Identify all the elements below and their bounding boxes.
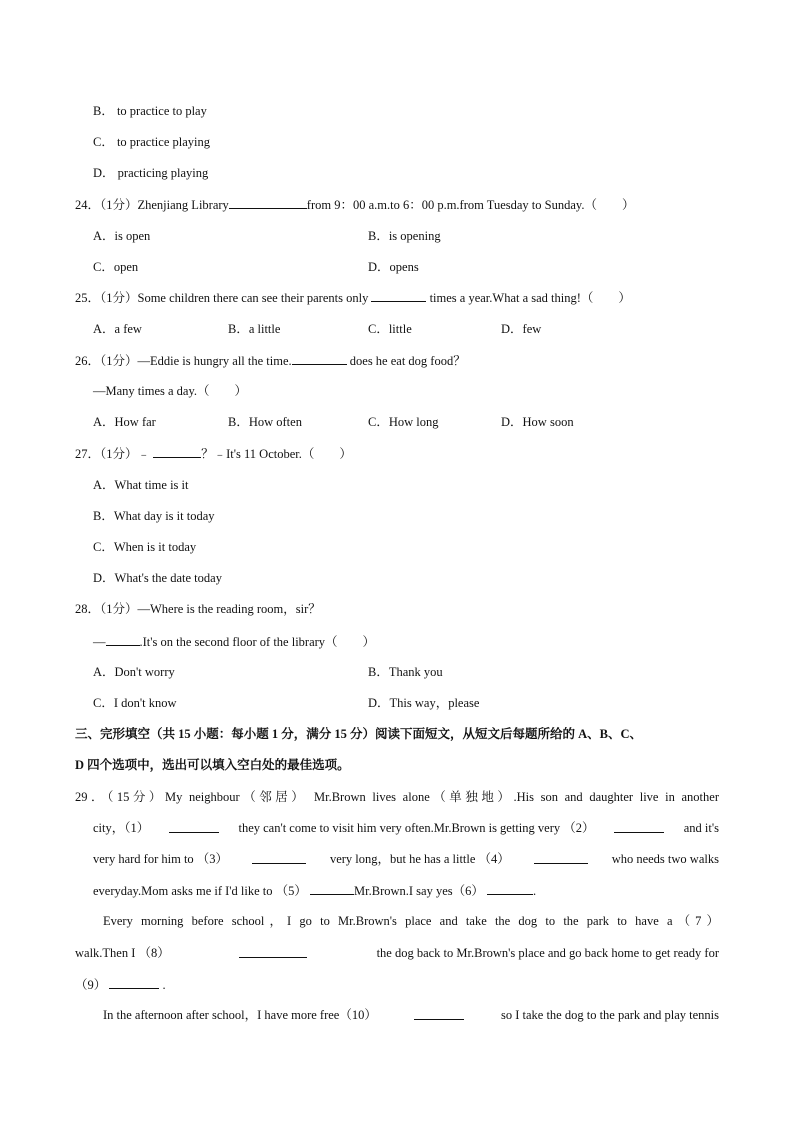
q27-option-d: D．What's the date today <box>93 571 222 585</box>
q29-p3-seg2: so I take the dog to the park and play tennis <box>500 1008 719 1022</box>
q24-option-a: A．is open <box>93 229 151 243</box>
q28-option-c: C．I don't know <box>93 696 177 710</box>
q26-option-d: D．How soon <box>501 415 574 429</box>
q26-option-a: A．How far <box>93 415 156 429</box>
q24-option-b: B．is opening <box>368 229 441 243</box>
q28-option-a: A．Don't worry <box>93 665 175 679</box>
q25-stem <box>75 289 631 306</box>
q29-blank-4 <box>534 851 588 864</box>
q23-option-b: B． to practice to play <box>93 104 207 118</box>
q27-option-c: C．When is it today <box>93 540 197 554</box>
q26-blank <box>292 352 347 365</box>
q29-l4-seg2: Mr.Brown.I say yes（6） <box>354 884 484 898</box>
q28-stem: 28．（1分）—Where is the reading room，sir？ <box>75 602 321 616</box>
q29-blank-9 <box>109 976 159 989</box>
q25-blank <box>371 289 426 302</box>
q24-stem-end: from 9：00 a.m.to 6：00 p.m.from Tuesday to Sunday.（ ） <box>306 198 635 212</box>
q29-para2-line-3 <box>75 976 166 993</box>
q29-l2-seg1: city，（1） <box>93 821 150 835</box>
q25-option-b: B．a little <box>228 322 281 336</box>
q25-stem-start: 25．（1分）Some children there can see their parents only <box>75 291 369 305</box>
q29-l3-seg1: very hard for him to （3） <box>93 852 229 866</box>
q26-option-c: C．How long <box>368 415 439 429</box>
q24-stem-start: 24．（1分）Zhenjiang Library <box>75 198 229 212</box>
q24-option-c: C．open <box>93 260 139 274</box>
q28-dash: — <box>93 635 106 649</box>
q29-para2-line-1: Every morning before school，I go to Mr.Brown's place and take the dog to the park to have a（7） <box>103 914 719 928</box>
q29-blank-10 <box>414 1007 464 1020</box>
q29-p2-seg2: the dog back to Mr.Brown's place and go back home to get ready for <box>376 946 719 960</box>
q24-option-d: D．opens <box>368 260 419 274</box>
q29-blank-5 <box>310 882 354 895</box>
q29-l3-seg2: very long，but he has a little （4） <box>329 852 510 866</box>
q29-p2-seg4: . <box>162 978 166 992</box>
q28-blank <box>106 633 140 646</box>
q27-stem <box>75 445 352 462</box>
q29-l4-seg1: everyday.Mom asks me if I'd like to （5） <box>93 884 307 898</box>
q27-option-b: B．What day is it today <box>93 509 215 523</box>
q27-blank <box>153 445 201 458</box>
q29-line-2 <box>93 820 719 836</box>
section-3-heading: 三、完形填空（共 15 小题：每小题 1 分，满分 15 分）阅读下面短文，从短文后每题所给的 A、B、C、 <box>75 727 643 741</box>
q29-line-3 <box>93 851 719 867</box>
q29-p2-seg3: （9） <box>75 978 107 992</box>
q29-p3-seg1: In the afternoon after school，I have more free（10） <box>103 1008 377 1022</box>
q29-blank-3 <box>252 851 306 864</box>
q26-option-b: B．How often <box>228 415 302 429</box>
q29-line-1: 29．（15分）My neighbour（邻居） Mr.Brown lives alone（单独地）.His son and daughter live in another <box>75 790 719 804</box>
q29-p2-seg1: walk.Then I （8） <box>75 946 170 960</box>
q28-answer-line <box>93 633 375 650</box>
q24-blank <box>229 196 307 209</box>
q25-stem-end: times a year.What a sad thing!（ ） <box>429 291 631 305</box>
q29-l4-seg3: . <box>533 884 537 898</box>
q28-option-b: B．Thank you <box>368 665 443 679</box>
q29-l3-seg3: who needs two walks <box>611 852 719 866</box>
q25-option-c: C．little <box>368 322 412 336</box>
q26-stem <box>75 352 466 369</box>
q28-option-d: D．This way，please <box>368 696 480 710</box>
q23-option-d: D． practicing playing <box>93 166 209 180</box>
q23-option-c: C． to practice playing <box>93 135 210 149</box>
q29-blank-2 <box>614 820 664 833</box>
q27-stem-start: 27．（1分）﹣ <box>75 447 151 461</box>
q29-para2-line-2 <box>75 945 719 961</box>
q29-line-4 <box>93 882 536 899</box>
q29-para3-line-1 <box>103 1007 719 1023</box>
q27-option-a: A．What time is it <box>93 478 189 492</box>
q29-blank-1 <box>169 820 219 833</box>
q29-l2-seg3: and it's <box>683 821 719 835</box>
q29-blank-6 <box>487 882 533 895</box>
q29-l2-seg2: they can't come to visit him very often.Mr.Brown is getting very （2） <box>238 821 595 835</box>
q25-option-d: D．few <box>501 322 542 336</box>
section-3-heading-cont: D 四个选项中，选出可以填入空白处的最佳选项。 <box>75 758 350 772</box>
q26-stem-start: 26．（1分）—Eddie is hungry all the time. <box>75 354 292 368</box>
q24-stem <box>75 196 634 213</box>
q29-blank-8 <box>239 945 307 958</box>
q27-stem-end: ？﹣It's 11 October.（ ） <box>201 447 352 461</box>
q25-option-a: A．a few <box>93 322 142 336</box>
q26-stem-end: does he eat dog food？ <box>349 354 466 368</box>
q28-answer-end: .It's on the second floor of the library（ ） <box>139 635 376 649</box>
q26-answer-line: —Many times a day.（ ） <box>93 384 248 398</box>
